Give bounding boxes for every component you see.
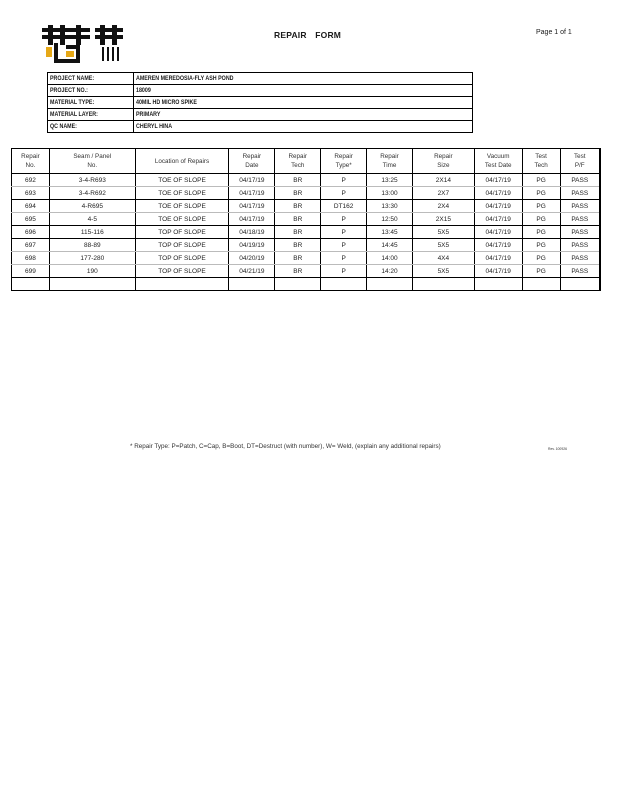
project-no-label: PROJECT NO.: xyxy=(50,87,88,94)
material-type-value: 40MIL HD MICRO SPIKE xyxy=(136,99,197,106)
material-layer-value: PRIMARY xyxy=(136,111,161,118)
table-row: 695 4-5 TOE OF SLOPE 04/17/19 BR P 12:50 2X15 04/17/19 PG PASS xyxy=(12,213,601,226)
material-layer-label: MATERIAL LAYER: xyxy=(50,111,98,118)
table-row: 692 3-4-R693 TOE OF SLOPE 04/17/19 BR P 13:25 2X14 04/17/19 PG PASS xyxy=(12,174,601,187)
table-row: 694 4-R695 TOE OF SLOPE 04/17/19 BR DT162 13:30 2X4 04/17/19 PG PASS xyxy=(12,200,601,213)
table-row-blank xyxy=(12,278,601,291)
form-title: REPAIR FORM xyxy=(274,30,342,40)
col-repair-tech: Repair Tech xyxy=(275,149,321,174)
qc-name-row xyxy=(48,121,473,133)
col-test-pf: Test P/F xyxy=(560,149,600,174)
col-repair-no: Repair No. xyxy=(12,149,50,174)
project-info-table xyxy=(47,72,473,133)
col-location: Location of Repairs xyxy=(135,149,229,174)
project-no-row xyxy=(48,85,473,97)
table-row: 697 88-89 TOP OF SLOPE 04/19/19 BR P 14:45 5X5 04/17/19 PG PASS xyxy=(12,239,601,252)
table-row: 696 115-116 TOP OF SLOPE 04/18/19 BR P 13:45 5X5 04/17/19 PG PASS xyxy=(12,226,601,239)
col-vacuum-test-date: Vacuum Test Date xyxy=(474,149,522,174)
col-seam-panel-no: Seam / Panel No. xyxy=(49,149,135,174)
repairs-table xyxy=(11,148,601,291)
project-name-value: AMEREN MEREDOSIA-FLY ASH POND xyxy=(136,75,234,82)
project-name-row xyxy=(48,73,473,85)
project-no-value: 18009 xyxy=(136,87,151,94)
table-header-row xyxy=(12,149,601,174)
qc-name-label: QC NAME: xyxy=(50,123,77,130)
table-row: 693 3-4-R692 TOE OF SLOPE 04/17/19 BR P 13:00 2X7 04/17/19 PG PASS xyxy=(12,187,601,200)
material-type-row xyxy=(48,97,473,109)
col-test-tech: Test Tech xyxy=(522,149,560,174)
repair-type-footnote: * Repair Type: P=Patch, C=Cap, B=Boot, DT=Destruct (with number), W= Weld, (explain any additional repairs) xyxy=(130,443,441,450)
col-repair-time: Repair Time xyxy=(367,149,413,174)
material-type-label: MATERIAL TYPE: xyxy=(50,99,95,106)
company-logo xyxy=(40,25,126,65)
project-name-label: PROJECT NAME: xyxy=(50,75,95,82)
page-number: Page 1 of 1 xyxy=(536,29,572,36)
table-row: 699 190 TOP OF SLOPE 04/21/19 BR P 14:20 5X5 04/17/19 PG PASS xyxy=(12,265,601,278)
revision-label: Rev. 100926 xyxy=(548,447,567,451)
col-repair-date: Repair Date xyxy=(229,149,275,174)
qc-name-value: CHERYL HINA xyxy=(136,123,173,130)
col-repair-size: Repair Size xyxy=(412,149,474,174)
table-row: 698 177-280 TOP OF SLOPE 04/20/19 BR P 14:00 4X4 04/17/19 PG PASS xyxy=(12,252,601,265)
material-layer-row xyxy=(48,109,473,121)
col-repair-type: Repair Type* xyxy=(321,149,367,174)
